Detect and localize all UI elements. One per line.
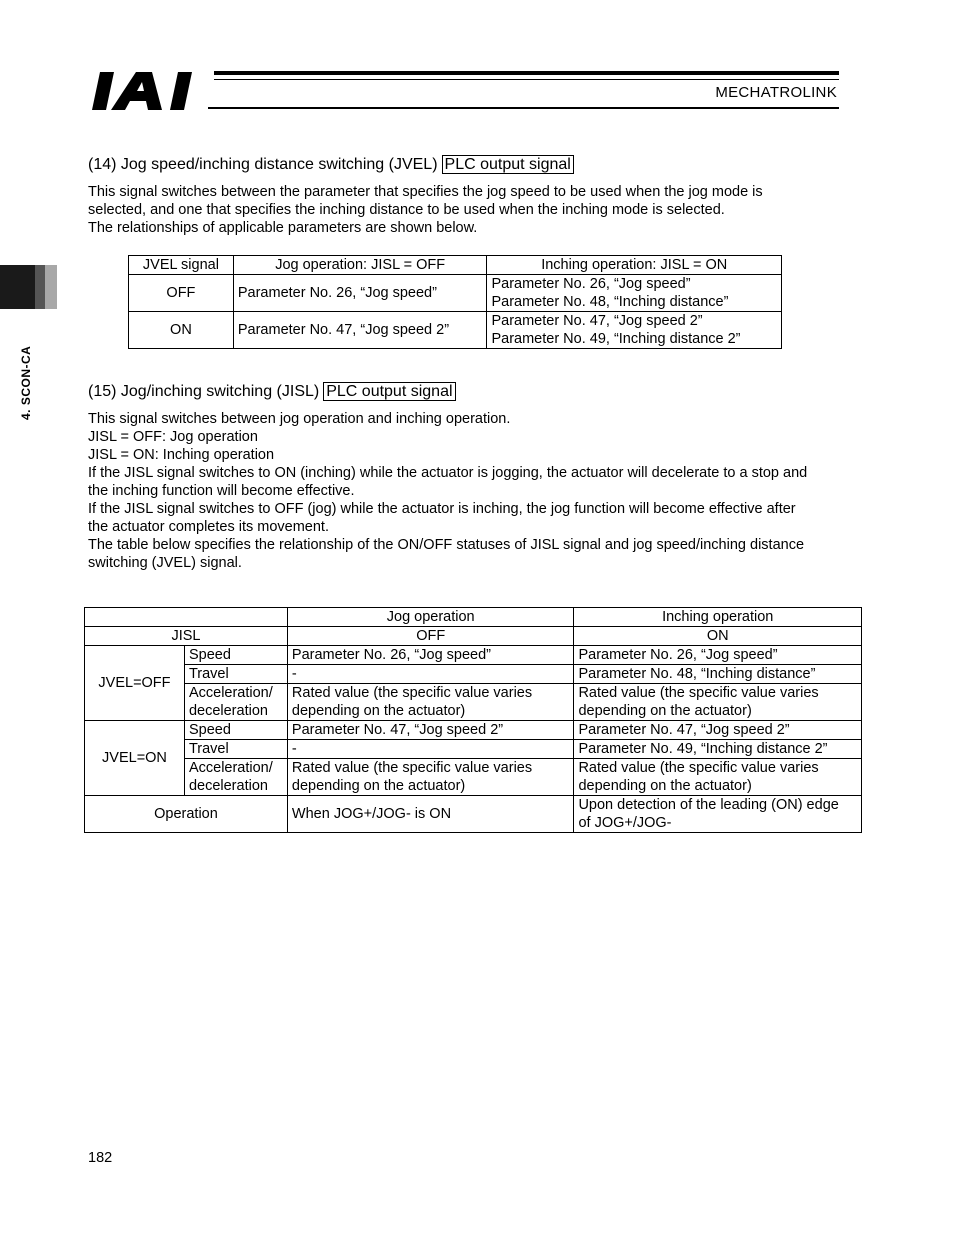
cell-line: depending on the actuator) <box>578 703 752 719</box>
jisl-off: OFF <box>287 627 574 646</box>
jisl-jvel-table <box>84 607 862 833</box>
cell-line: depending on the actuator) <box>291 703 466 719</box>
paragraph-line: The relationships of applicable parameters are shown below. <box>88 220 478 236</box>
row-name: Travel <box>184 740 287 759</box>
jisl-label: JISL <box>85 627 288 646</box>
table-cell: When JOG+/JOG- is ON <box>287 796 574 833</box>
paragraph-line: If the JISL signal switches to OFF (jog) while the actuator is inching, the jog function will become effective after <box>88 501 796 517</box>
section-14-title: (14) Jog speed/inching distance switching (JVEL) <box>88 156 438 173</box>
section-14-tag: PLC output signal <box>442 155 574 174</box>
cell-line: Rated value (the specific value varies <box>291 760 533 776</box>
cell-line: deceleration <box>188 778 268 794</box>
table-cell: Parameter No. 49, “Inching distance 2” <box>574 740 862 759</box>
table-header: Inching operation <box>574 608 862 627</box>
table-cell <box>574 759 862 796</box>
table-cell: Parameter No. 26, “Jog speed” <box>287 646 574 665</box>
paragraph-line: This signal switches between jog operation and inching operation. <box>88 411 511 427</box>
table-header-blank <box>85 608 288 627</box>
side-tab-label: 4. SCON-CA <box>19 345 33 420</box>
table-row <box>85 721 862 740</box>
table-cell: Parameter No. 47, “Jog speed 2” <box>574 721 862 740</box>
cell-line: Parameter No. 26, “Jog speed” <box>491 276 691 292</box>
group-label: JVEL=OFF <box>85 646 185 721</box>
table-cell: OFF <box>129 275 234 312</box>
table-row <box>85 796 862 833</box>
cell-line: Rated value (the specific value varies <box>291 685 533 701</box>
table-row <box>85 646 862 665</box>
row-name: Speed <box>184 721 287 740</box>
cell-line: Rated value (the specific value varies <box>578 685 819 701</box>
header-rule-thin <box>214 79 839 80</box>
table-row <box>85 740 862 759</box>
cell-line: Upon detection of the leading (ON) edge <box>578 797 839 813</box>
table-cell: ON <box>129 312 234 349</box>
paragraph-line: If the JISL signal switches to ON (inching) while the actuator is jogging, the actuator will decelerate to a stop and <box>88 465 808 481</box>
iai-logo <box>92 70 212 112</box>
table-header: Inching operation: JISL = ON <box>487 256 782 275</box>
table-row <box>129 312 782 349</box>
table-cell <box>574 684 862 721</box>
table-cell: Parameter No. 26, “Jog speed” <box>233 275 487 312</box>
side-tab-dark <box>0 265 35 309</box>
table-header: Jog operation <box>287 608 574 627</box>
table-header: Jog operation: JISL = OFF <box>233 256 487 275</box>
cell-line: depending on the actuator) <box>578 778 752 794</box>
header-brand: MECHATROLINK <box>715 84 837 101</box>
table-row <box>85 684 862 721</box>
table-row <box>85 759 862 796</box>
cell-line: of JOG+/JOG- <box>578 815 672 831</box>
side-tab-mid <box>35 265 45 309</box>
paragraph-line: JISL = OFF: Jog operation <box>88 429 258 445</box>
cell-line: deceleration <box>188 703 268 719</box>
table-row <box>85 665 862 684</box>
cell-line: Rated value (the specific value varies <box>578 760 819 776</box>
jisl-on: ON <box>574 627 862 646</box>
table-cell <box>487 312 782 349</box>
paragraph-line: switching (JVEL) signal. <box>88 555 242 571</box>
table-cell: Parameter No. 47, “Jog speed 2” <box>287 721 574 740</box>
section-15-tag: PLC output signal <box>323 382 455 401</box>
table-cell: - <box>287 740 574 759</box>
cell-line: Acceleration/ <box>188 760 273 776</box>
table-cell <box>574 796 862 833</box>
cell-line: Acceleration/ <box>188 685 273 701</box>
cell-line: depending on the actuator) <box>291 778 466 794</box>
section-14-heading <box>88 156 574 174</box>
paragraph-line: selected, and one that specifies the inching distance to be used when the inching mode is selected. <box>88 202 725 218</box>
cell-line: Parameter No. 47, “Jog speed 2” <box>491 313 703 329</box>
table-cell <box>487 275 782 312</box>
operation-label: Operation <box>85 796 288 833</box>
cell-line: Parameter No. 48, “Inching distance” <box>491 294 729 310</box>
table-cell <box>287 684 574 721</box>
table-cell: - <box>287 665 574 684</box>
row-name <box>184 684 287 721</box>
paragraph-line: This signal switches between the parameter that specifies the jog speed to be used when the jog mode is <box>88 184 763 200</box>
paragraph-line: JISL = ON: Inching operation <box>88 447 275 463</box>
group-label: JVEL=ON <box>85 721 185 796</box>
header-rule-thick <box>214 71 839 75</box>
table-row <box>129 275 782 312</box>
table-cell <box>287 759 574 796</box>
row-name <box>184 759 287 796</box>
section-15-body <box>88 410 878 572</box>
header-rule-bottom <box>208 107 839 109</box>
side-tab-light <box>45 265 57 309</box>
row-name: Travel <box>184 665 287 684</box>
table-cell: Parameter No. 47, “Jog speed 2” <box>233 312 487 349</box>
paragraph-line: the inching function will become effective. <box>88 483 355 499</box>
cell-line: Parameter No. 49, “Inching distance 2” <box>491 331 741 347</box>
table-header: JVEL signal <box>129 256 234 275</box>
section-15-title: (15) Jog/inching switching (JISL) <box>88 383 320 400</box>
section-14-body <box>88 183 868 237</box>
paragraph-line: the actuator completes its movement. <box>88 519 329 535</box>
table-cell: Parameter No. 48, “Inching distance” <box>574 665 862 684</box>
jvel-parameter-table <box>128 255 782 349</box>
logo-text: IAI <box>92 70 94 71</box>
row-name: Speed <box>184 646 287 665</box>
table-cell: Parameter No. 26, “Jog speed” <box>574 646 862 665</box>
page-number: 182 <box>88 1150 113 1166</box>
paragraph-line: The table below specifies the relationship of the ON/OFF statuses of JISL signal and jog speed/inching distance <box>88 537 805 553</box>
section-15-heading <box>88 383 456 401</box>
